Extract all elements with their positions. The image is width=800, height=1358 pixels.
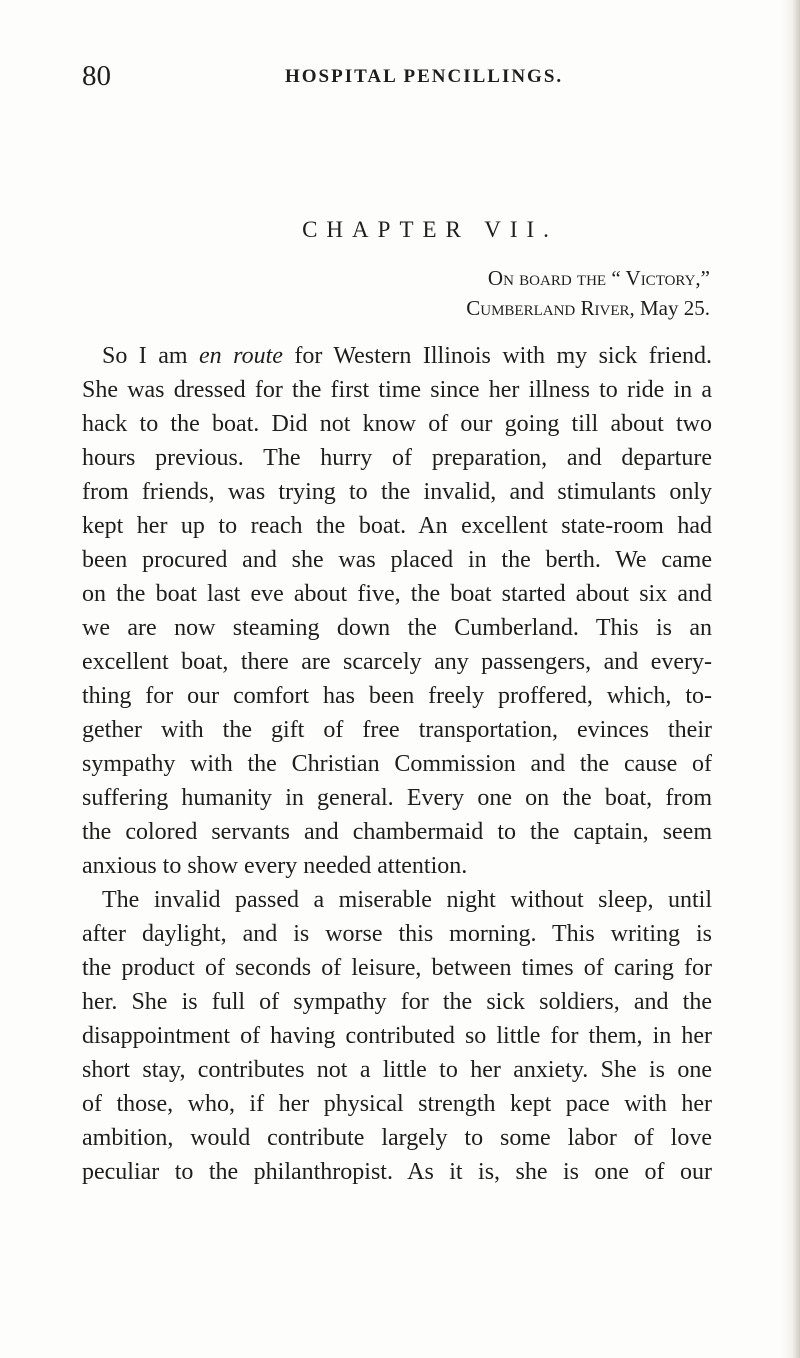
text-line: The invalid passed a miserable night without sleep, until bbox=[102, 887, 712, 913]
text-line: excellent boat, there are scarcely any passengers, and every- bbox=[82, 649, 712, 675]
text-run: for Western Illinois with my sick friend. bbox=[282, 343, 712, 369]
text-line: the product of seconds of leisure, between times of caring for bbox=[82, 955, 712, 981]
page-number: 80 bbox=[82, 60, 111, 92]
text-line: anxious to show every needed attention. bbox=[82, 853, 468, 879]
text-line: thing for our comfort has been freely proffered, which, to- bbox=[82, 683, 712, 709]
text-line: sympathy with the Christian Commission and the cause of bbox=[82, 751, 712, 777]
text-line: kept her up to reach the boat. An excellent state-room had bbox=[82, 513, 712, 539]
dateline-place-date bbox=[250, 293, 710, 323]
text-line: from friends, was trying to the invalid, and stimulants only bbox=[82, 479, 712, 505]
text-line: of those, who, if her physical strength kept pace with her bbox=[82, 1091, 712, 1117]
running-head bbox=[0, 58, 800, 98]
text-line: suffering humanity in general. Every one on the boat, from bbox=[82, 785, 712, 811]
text-line: on the boat last eve about five, the boat started about six and bbox=[82, 581, 712, 607]
text-line: short stay, contributes not a little to her anxiety. She is one bbox=[82, 1057, 712, 1083]
text-line: disappointment of having contributed so little for them, in her bbox=[82, 1023, 712, 1049]
text-line: hours previous. The hurry of preparation, and departure bbox=[82, 445, 712, 471]
text-run: So I am bbox=[102, 343, 200, 369]
dateline-place: Cumberland River, bbox=[466, 296, 635, 320]
chapter-heading: CHAPTER VII. bbox=[302, 217, 558, 242]
page-edge-shadow bbox=[780, 0, 800, 1358]
text-line: peculiar to the philanthropist. As it is, she is one of our bbox=[82, 1159, 712, 1185]
text-line: ambition, would contribute largely to some labor of love bbox=[82, 1125, 712, 1151]
italic-phrase: en route bbox=[199, 343, 283, 369]
dateline-date: May 25. bbox=[640, 296, 710, 320]
text-line bbox=[82, 339, 712, 373]
text-line: we are now steaming down the Cumberland. This is an bbox=[82, 615, 712, 641]
text-line: hack to the boat. Did not know of our going till about two bbox=[82, 411, 712, 437]
text-line: the colored servants and chambermaid to the captain, seem bbox=[82, 819, 712, 845]
text-line: been procured and she was placed in the berth. We came bbox=[82, 547, 712, 573]
running-title: HOSPITAL PENCILLINGS. bbox=[285, 66, 564, 87]
dateline-vessel: On board the “ Victory,” bbox=[487, 266, 710, 290]
text-line: after daylight, and is worse this morning. This writing is bbox=[82, 921, 712, 947]
body-text bbox=[82, 339, 712, 1189]
text-line: gether with the gift of free transportation, evinces their bbox=[82, 717, 712, 743]
text-line: her. She is full of sympathy for the sick soldiers, and the bbox=[82, 989, 712, 1015]
text-line: She was dressed for the first time since her illness to ride in a bbox=[82, 377, 712, 403]
